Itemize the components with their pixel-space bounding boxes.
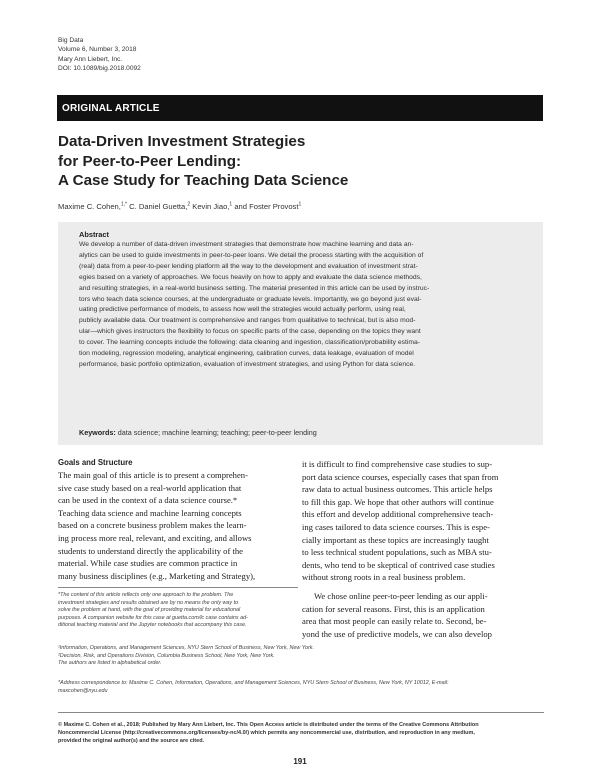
- journal-publisher: Mary Ann Liebert, Inc.: [58, 55, 123, 63]
- footnote-correspondence: [58, 680, 544, 695]
- body-line: cation for several reasons. First, this is an application: [302, 603, 485, 614]
- footnote-line: ditional teaching material and the Jupyter notebooks that accompany this case.: [58, 622, 247, 629]
- right-column: [302, 458, 544, 640]
- license-divider: [58, 712, 544, 713]
- body-line: The main goal of this article is to present a comprehen-: [58, 470, 248, 480]
- body-paragraph: [302, 458, 544, 584]
- license-line: provided the original author(s) and the source are cited.: [58, 738, 205, 745]
- abstract-line: and resulting strategies, in a real-world business setting. The material presented in this article can be used by instruc-: [79, 284, 430, 292]
- body-line: yond the use of predictive models, we can also develop: [302, 628, 492, 639]
- body-line: ing cases tailored to data science courses. This is espe-: [302, 521, 490, 532]
- body-line: ing process more real, relevant, and exciting, and allows: [58, 532, 252, 543]
- abstract-heading: Abstract: [79, 230, 109, 239]
- body-line: We chose online peer-to-peer lending as our appli-: [314, 590, 488, 601]
- body-paragraph-continued: [302, 603, 544, 641]
- abstract-line: ular—which gives instructors the flexibility to focus on specific parts of the case, depending on the topics they want: [79, 328, 421, 336]
- journal-volume: Volume 6, Number 3, 2018: [58, 46, 137, 54]
- author-name: Kevin Jiao,: [190, 202, 230, 211]
- body-line: many business disciplines (e.g., Marketing and Strategy),: [58, 570, 256, 581]
- abstract-text: [79, 240, 524, 371]
- author-list: [58, 202, 301, 211]
- journal-doi: DOI: 10.1089/big.2018.0092: [58, 65, 141, 73]
- article-type-banner: [57, 95, 543, 121]
- journal-header: [58, 36, 141, 74]
- body-line: material. While case studies are common practice in: [58, 558, 238, 569]
- footnote-line: The authors are listed in alphabetical order.: [58, 660, 162, 667]
- body-paragraph: [302, 590, 544, 603]
- body-line: without strong roots in a real business problem.: [302, 572, 466, 583]
- body-line: area that most people can easily relate to. Second, be-: [302, 616, 487, 627]
- footnote-line: investment strategies and results obtained are by no means the only way to: [58, 599, 239, 606]
- left-column: [58, 458, 298, 582]
- journal-name: Big Data: [58, 37, 84, 44]
- author-affiliation-mark: 1: [229, 201, 233, 208]
- footnote-line: ¹Information, Operations, and Management Sciences, NYU Stern School of Business, New York, New York.: [58, 645, 314, 651]
- page-number: 191: [293, 757, 307, 766]
- footnote-line: *Address correspondence to: Maxime C. Cohen, Information, Operations, and Management Sciences, NYU Stern School of Business, New York, NY 10012, E-mail:: [58, 680, 449, 686]
- footnote-line: *The content of this article reflects only one approach to the problem. The: [58, 592, 234, 598]
- body-line: cially important as these topics are increasingly taught: [302, 534, 489, 545]
- body-line: students to understand directly the applicability of the: [58, 545, 243, 556]
- footnote-line: solve the problem at hand, with the goal of providing material for educational: [58, 607, 241, 614]
- author-name: Maxime C. Cohen,: [58, 202, 121, 211]
- article-title: [58, 132, 498, 191]
- body-line: Teaching data science and machine learning concepts: [58, 507, 242, 518]
- body-line: sive case study based on a real-world application that: [58, 482, 242, 493]
- abstract-line: performance, basic portfolio optimization, evaluation of investment strategies, and using Python for data science.: [79, 360, 416, 368]
- abstract-line: to cover. The learning concepts include the following: data cleaning and ingestion, classification/probability estima-: [79, 339, 420, 347]
- body-line: raw data to actual business outcomes. This article helps: [302, 484, 493, 495]
- body-line: it is difficult to find comprehensive case studies to sup-: [302, 459, 493, 469]
- author-affiliation-mark: 2: [187, 201, 191, 208]
- license-line: © Maxime C. Cohen et al., 2018; Published by Mary Ann Liebert, Inc. This Open Access article is distributed under the terms of the Creative Commons Attribution: [58, 722, 479, 728]
- author-affiliation-mark: 1,*: [120, 201, 128, 208]
- footnote-affiliations: [58, 645, 544, 668]
- title-line: Data-Driven Investment Strategies: [58, 133, 306, 150]
- body-line: based on a concrete business problem makes the learn-: [58, 520, 247, 531]
- section-heading: Goals and Structure: [58, 458, 133, 467]
- footnote-divider: [58, 587, 298, 588]
- title-line: A Case Study for Teaching Data Science: [58, 172, 349, 189]
- body-line: this effort and develop additional comprehensive teach-: [302, 509, 494, 520]
- keywords-label: Keywords:: [79, 428, 116, 437]
- keywords: [79, 428, 317, 437]
- author-affiliation-mark: 1: [298, 201, 302, 208]
- abstract-line: tors who teach data science courses, at the undergraduate or graduate levels. Importantly, we go beyond just eval-: [79, 295, 422, 303]
- author-name: and Foster Provost: [232, 202, 299, 211]
- abstract-line: (real) data from a peer-to-peer lending platform all the way to the development and evaluation of investment strat-: [79, 262, 418, 270]
- body-line: to less technical student populations, such as MBA stu-: [302, 547, 492, 558]
- abstract-line: egies based on a variety of approaches. We focus heavily on how to apply and evaluate the data science methods,: [79, 273, 422, 281]
- body-line: dents, who tend to be skeptical of contrived case studies: [302, 559, 495, 570]
- abstract-line: uating predictive performance of models, to assess how well the strategies would actually perform, using real,: [79, 306, 406, 314]
- footnote-line: purposes. A companion website for this case at guetta.com/lc case contains ad-: [58, 614, 248, 621]
- footnote-line: ²Decision, Risk, and Operations Division, Columbia Business School, New York, New York.: [58, 652, 275, 659]
- article-type-label: ORIGINAL ARTICLE: [62, 103, 160, 114]
- abstract-line: alytics can be used to guide investments in peer-to-peer loans. We detail the process starting with the acquisition of: [79, 251, 424, 259]
- body-paragraph: [58, 469, 298, 582]
- keywords-list: data science; machine learning; teaching; peer-to-peer lending: [115, 428, 317, 437]
- abstract-line: We develop a number of data-driven investment strategies that demonstrate how machine learning and data an-: [79, 241, 414, 248]
- footnote-line: maxcohen@nyu.edu: [58, 687, 108, 694]
- license-statement: [58, 721, 548, 745]
- body-line: port data science courses, especially cases that span from: [302, 471, 499, 482]
- license-line: Noncommercial License (http://creativecommons.org/licenses/by-nc/4.0/) which permits any noncommercial use, distribution, and reproduction in any medium,: [58, 730, 475, 737]
- footnote-disclaimer: [58, 592, 298, 630]
- abstract-line: tion modeling, regression modeling, analytical engineering, calibration curves, data leakage, evaluation of model: [79, 350, 414, 358]
- body-line: can be used in the context of a data science course.*: [58, 495, 238, 506]
- author-name: C. Daniel Guetta,: [127, 202, 188, 211]
- title-line: for Peer-to-Peer Lending:: [58, 152, 242, 170]
- body-line: to fill this gap. We hope that other authors will continue: [302, 496, 494, 507]
- abstract-line: publicly available data. Our treatment is comprehensive and ranges from qualitative to technical, but is also mod-: [79, 317, 416, 325]
